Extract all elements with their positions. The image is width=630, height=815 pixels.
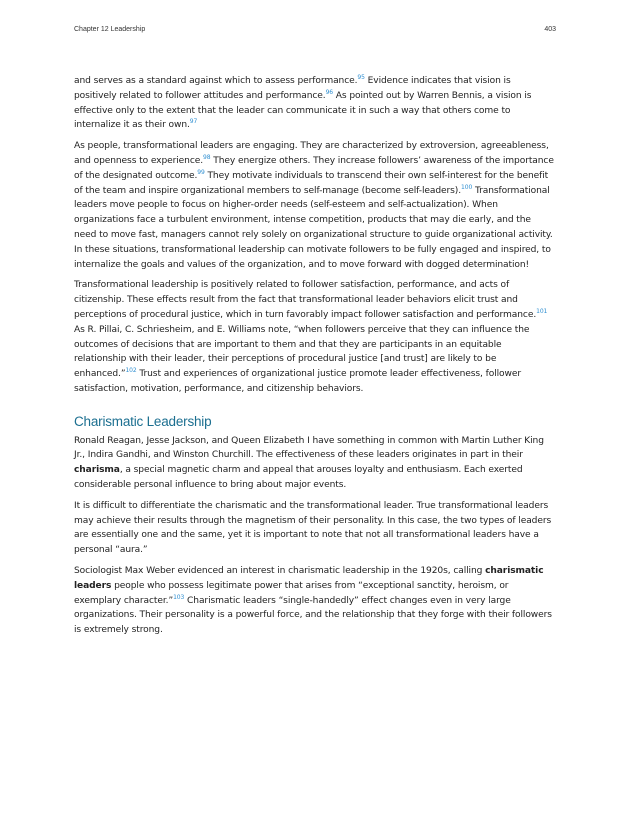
footnote-ref[interactable]: 97 [189,118,198,126]
footnote-ref[interactable]: 98 [203,153,211,161]
paragraph-weber: Sociologist Max Weber evidenced an interest in charismatic leadership in the 1920s, calling charismatic leaders people who possess legitimate power that arises from “exceptional sanctity, heroism, or exemplary character.”$^{103}$ Charismatic leaders “single-handedly” effect changes even in very large organizations. Their personality is a powerful force, and the relationship that they forge with their followers is extremely strong. [74,565,552,636]
paragraph-charisma: Ronald Reagan, Jesse Jackson, and Queen Elizabeth I have something in common with Martin Luther King Jr., Indira Gandhi, and Winston Churchill. The effectiveness of these leaders originates in part in their charisma, a special magnetic charm and appeal that arouses loyalty and enthusiasm. Each exerted considerable personal influence to bring about major events. [74,435,544,490]
paragraph-satisfaction: Transformational leadership is positively related to follower satisfaction, performance, and acts of citizenship. These effects result from the fact that transformational leader behaviors elicit trust and perceptions of procedural justice, which in turn favorably impact follower satisfaction and performance.$^{101}$ As R. Pillai, C. Schriesheim, and E. Williams note, “when followers perceive that they can influence the outcomes of decisions that are important to them and that they are participants in an equitable relationship with their leader, their perceptions of procedural justice [and trust] are likely to be enhanced.”$^{102}$ Trust and experiences of organizational justice promote leader effectiveness, follower satisfaction, motivation, performance, and citizenship behaviors. [74,280,548,394]
footnote-ref[interactable]: 99 [197,168,205,176]
footnote-ref[interactable]: 103 [173,593,185,601]
key-term: charismatic leaders [74,565,544,591]
paragraph-differentiate: It is difficult to differentiate the charismatic and the transformational leader. True transformational leaders may achieve their results through the magnetism of their personality. In this case, the two types of leaders are essentially one and the same, yet it is important to note that not all transformational leaders have a personal “aura.” [74,500,552,556]
page-number: 403 [544,26,556,33]
section-heading: Charismatic Leadership [74,413,212,429]
key-term: charisma [74,465,120,476]
footnote-ref[interactable]: 100 [461,183,473,191]
paragraph-engaging: As people, transformational leaders are engaging. They are characterized by extroversion, agreeableness, and openness to experience.$^{98}$ They energize others. They increase followers’ awareness of the importance of the designated outcome.$^{99}$ They motivate individuals to transcend their own self-interest for the benefit of the team and inspire organizational members to self-manage (become self-leaders).$^{100}$ Transformational leaders move people to focus on higher-order needs (self-esteem and self-actualization). When organizations face a turbulent environment, intense competition, products that may die early, and the need to move fast, managers cannot rely solely on organizational structure to guide organizational activity. In these situations, transformational leadership can motivate followers to be fully engaged and inspired, to internalize the goals and values of the organization, and to move forward with dogged determination! [74,141,554,270]
footnote-ref[interactable]: 95 [357,74,365,81]
running-header [74,26,556,33]
footnote-ref[interactable]: 96 [325,88,334,96]
footnote-ref[interactable]: 102 [125,367,137,375]
body-text [74,74,554,644]
footnote-ref[interactable]: 101 [536,307,548,315]
paragraph-vision: and serves as a standard against which to assess performance.$^{95}$ Evidence indicates that vision is positively related to follower attitudes and performance.$^{96}$ As pointed out by Warren Bennis, a vision is effective only to the extent that the leader can communicate it in such a way that others come to internalize it as their own.$^{97}$ [74,74,532,131]
chapter-title: Chapter 12 Leadership [74,26,146,33]
